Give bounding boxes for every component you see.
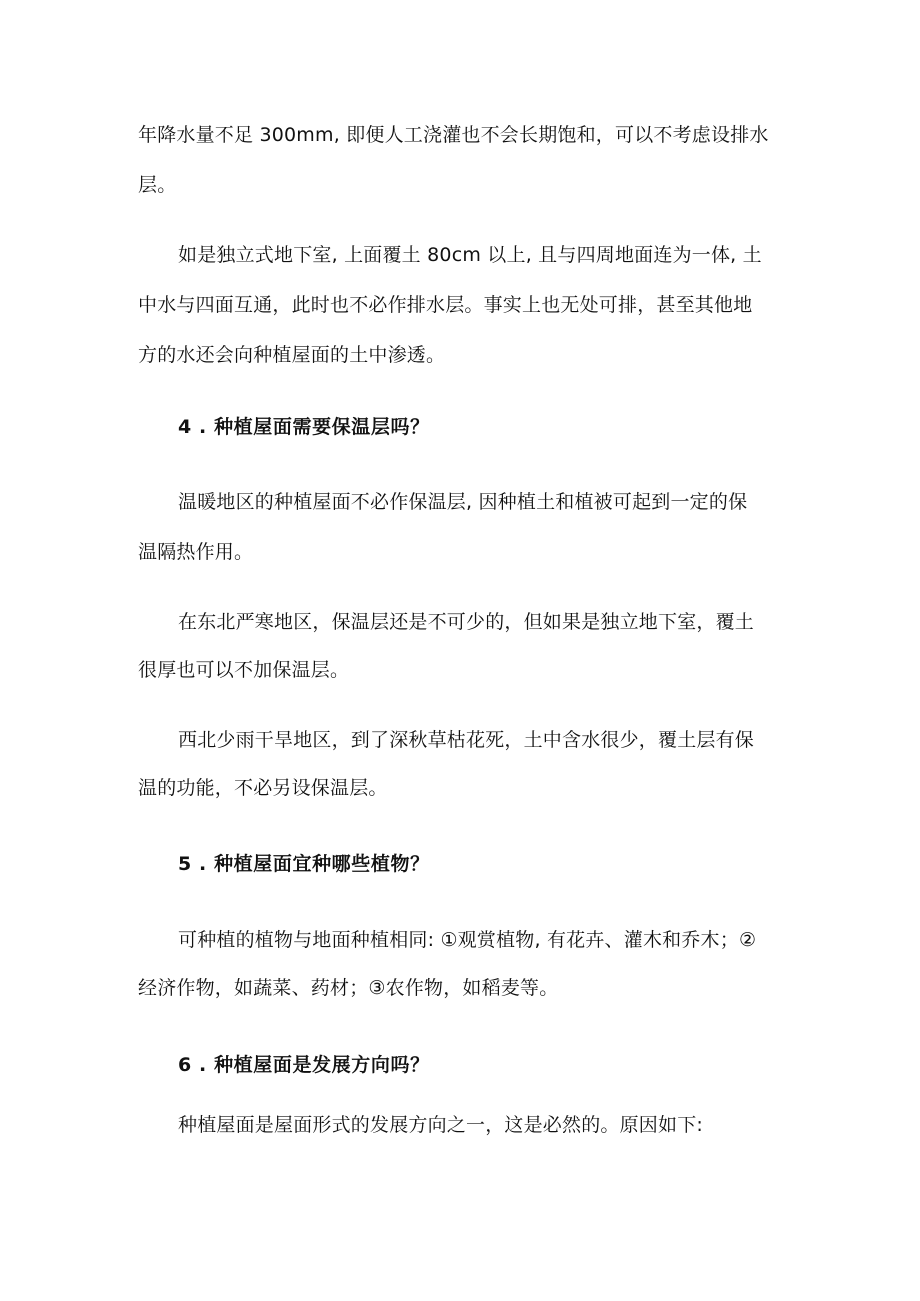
paragraph-line: 可种植的植物与地面种植相同: ①观赏植物, 有花卉、灌木和乔木；②	[178, 929, 757, 951]
paragraph-line: 如是独立式地下室, 上面覆土 80cm 以上, 且与四周地面连为一体, 土	[178, 244, 762, 266]
paragraph-line: 温的功能，不必另设保温层。	[138, 777, 388, 799]
section-heading-5: 5 . 种植屋面宜种哪些植物？	[178, 853, 430, 875]
paragraph-line: 在东北严寒地区，保温层还是不可少的，但如果是独立地下室，覆土	[178, 611, 755, 633]
paragraph-line: 层。	[138, 174, 177, 196]
paragraph-line: 很厚也可以不加保温层。	[138, 659, 350, 681]
paragraph-line: 中水与四面互通，此时也不必作排水层。事实上也无处可排，甚至其他地	[138, 294, 753, 316]
paragraph-line: 经济作物，如蔬菜、药材；③农作物，如稻麦等。	[138, 977, 559, 999]
section-heading-4: 4 . 种植屋面需要保温层吗？	[178, 416, 430, 438]
paragraph-line: 西北少雨干旱地区，到了深秋草枯花死，土中含水很少，覆土层有保	[178, 729, 755, 751]
paragraph-line: 温暖地区的种植屋面不必作保温层, 因种植土和植被可起到一定的保	[178, 491, 748, 513]
paragraph-line: 年降水量不足 300mm, 即便人工浇灌也不会长期饱和，可以不考虑设排水	[138, 124, 769, 146]
paragraph-line: 温隔热作用。	[138, 541, 254, 563]
paragraph-line: 种植屋面是屋面形式的发展方向之一，这是必然的。原因如下:	[178, 1114, 704, 1136]
section-heading-6: 6 . 种植屋面是发展方向吗？	[178, 1054, 430, 1076]
paragraph-line: 方的水还会向种植屋面的土中渗透。	[138, 344, 446, 366]
